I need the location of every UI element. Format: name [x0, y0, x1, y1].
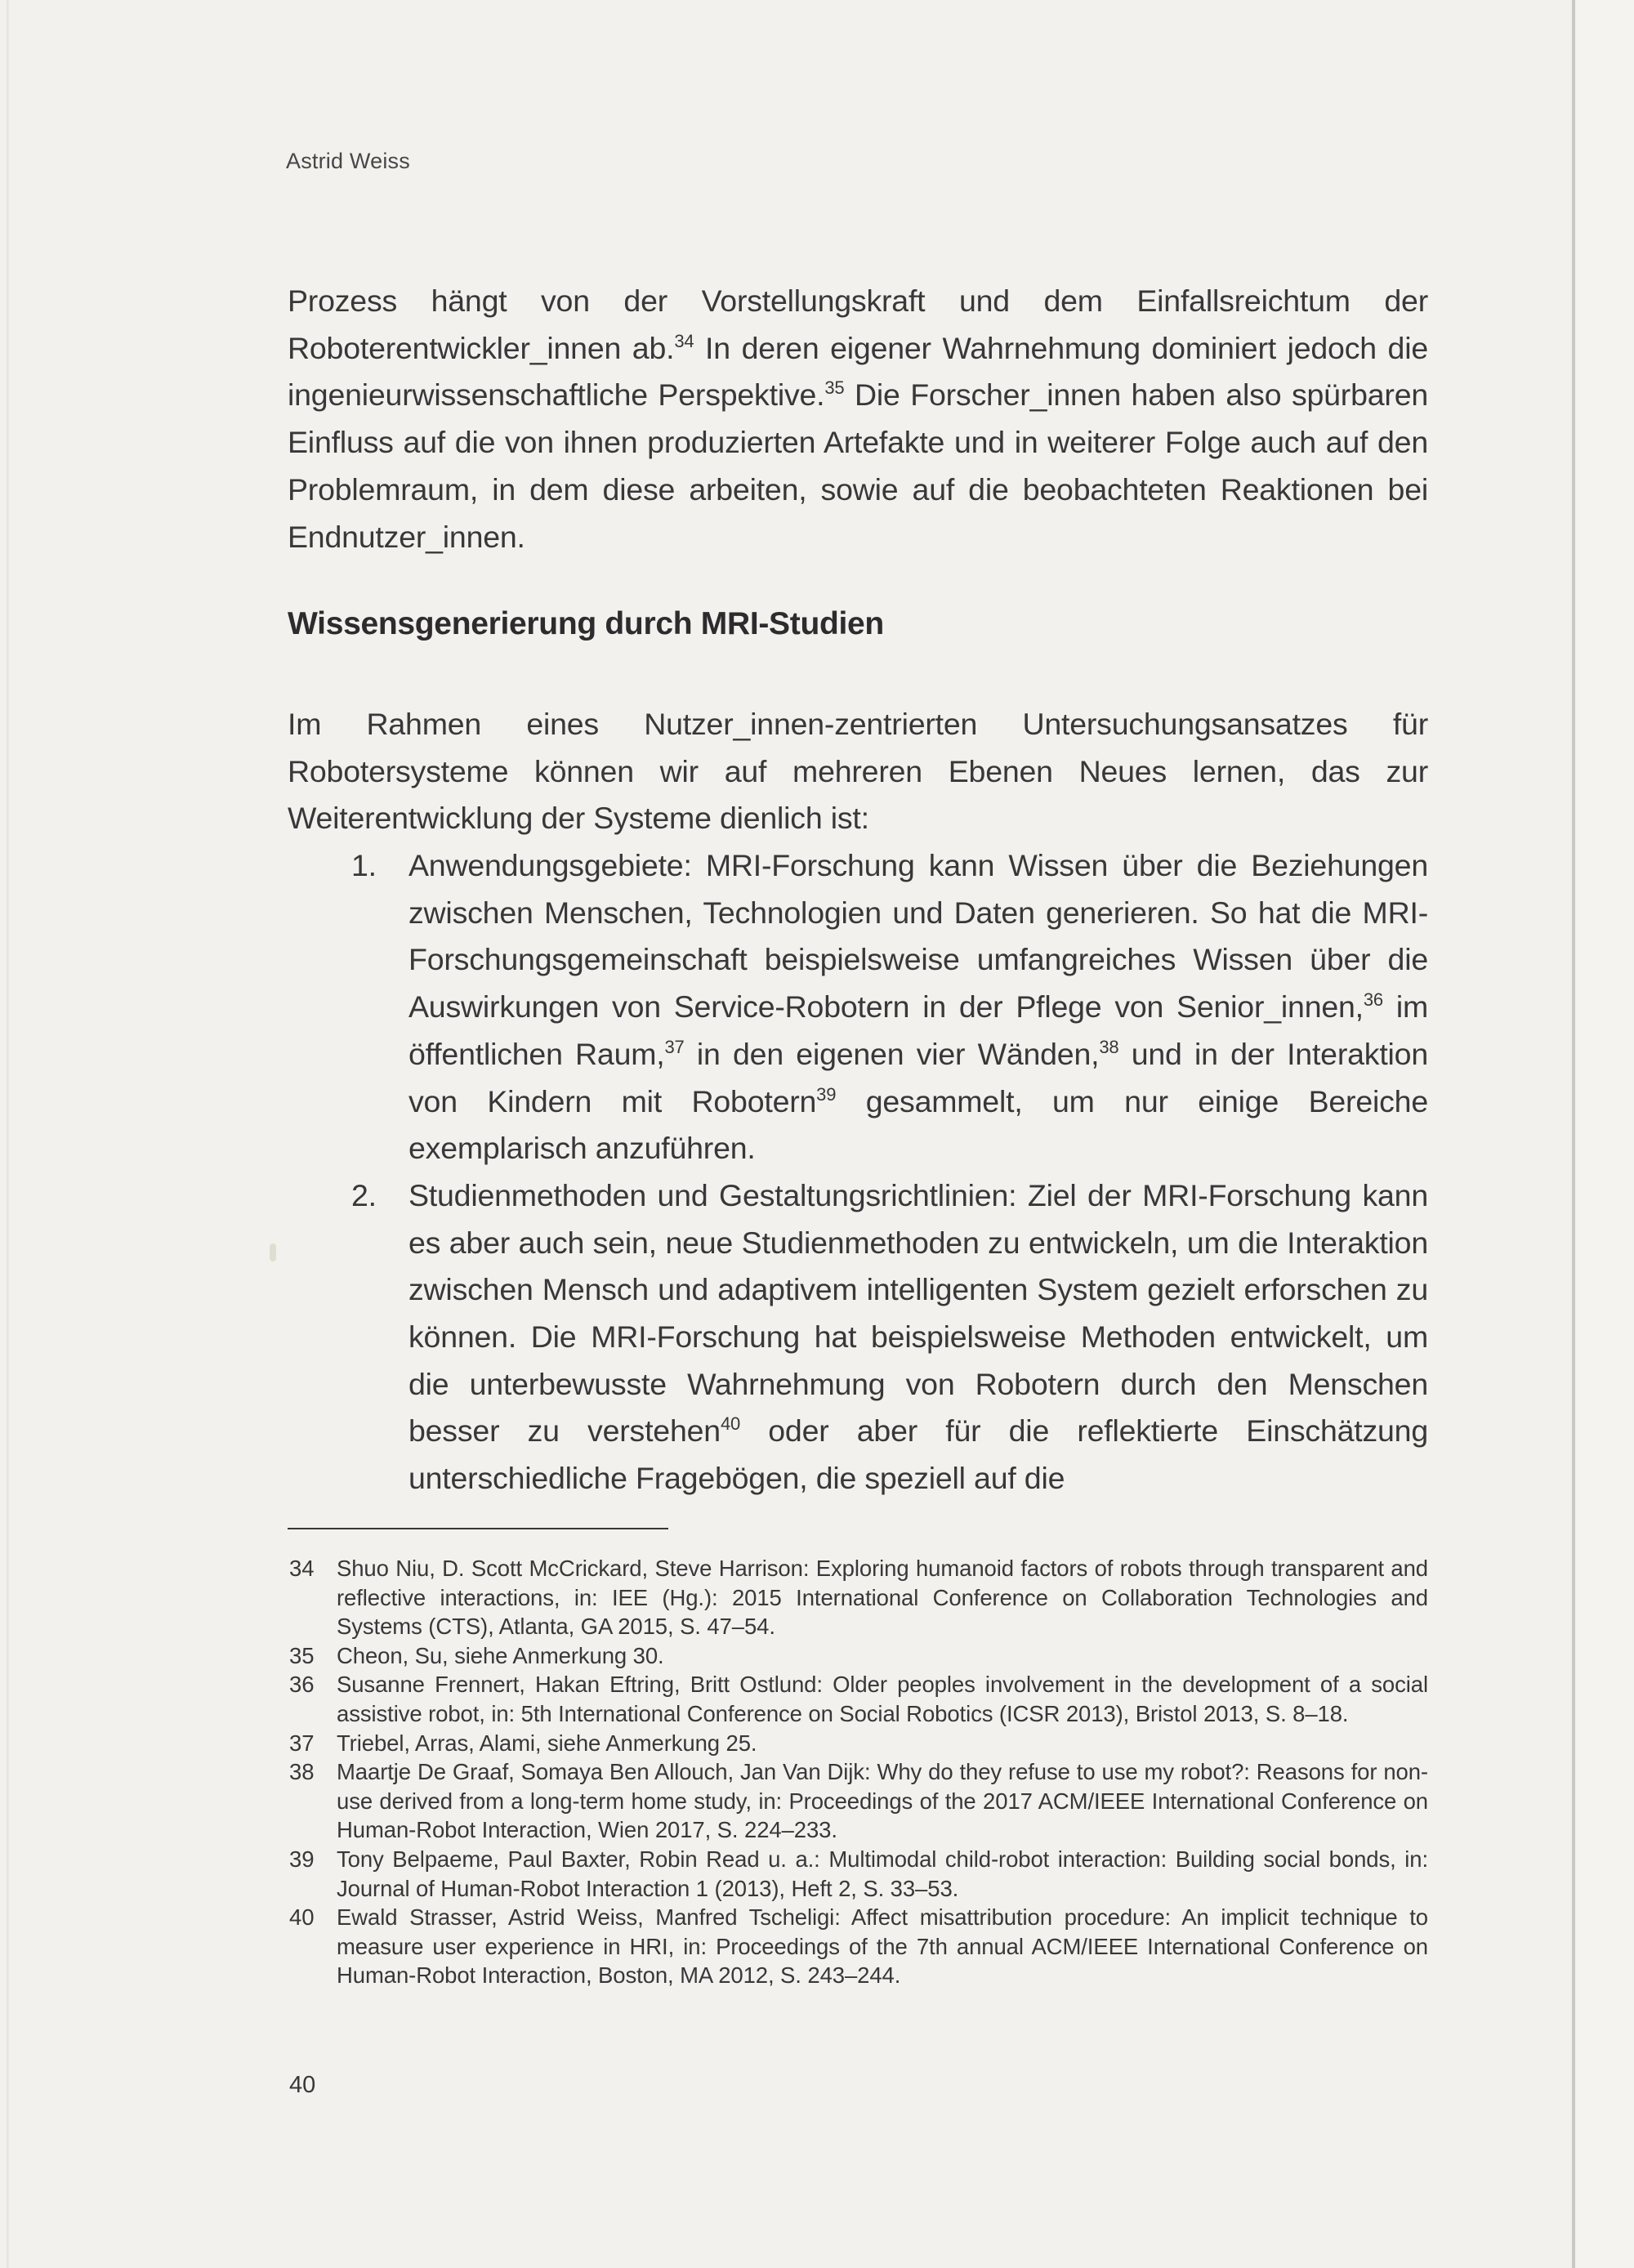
- footnote-reference[interactable]: 35: [824, 377, 845, 399]
- footnote-text: Shuo Niu, D. Scott McCrickard, Steve Harrison: Exploring humanoid factors of robots through transparent and reflective interactions, in: IEE (Hg.): 2015 International Conference on Collaboration Technologies and Systems (CTS), Atlanta, GA 2015, S. 47–54.: [337, 1556, 1428, 1640]
- footnotes: [288, 1554, 1428, 1990]
- list-item-number: 2.: [351, 1177, 377, 1212]
- footnote-reference[interactable]: 36: [1363, 989, 1383, 1011]
- page-gutter-shade: [1575, 0, 1634, 2268]
- running-head: Astrid Weiss: [286, 149, 410, 173]
- footnote-reference[interactable]: 38: [1099, 1036, 1119, 1057]
- footnote-number: 34: [289, 1556, 315, 1581]
- footnote-text: Maartje De Graaf, Somaya Ben Allouch, Jan Van Dijk: Why do they refuse to use my robot?: Reasons for non-use derived from a long-term home study, in: Proceedings of the 2017 ACM/IEEE International Conference on Human-Robot Interaction, Wien 2017, S. 224–233.: [337, 1759, 1428, 1843]
- section-heading: Wissensgenerierung durch MRI-Studien: [288, 606, 884, 641]
- footnote-number: 40: [289, 1904, 315, 1931]
- footnote-reference[interactable]: 39: [816, 1083, 837, 1105]
- footnote-number: 36: [289, 1672, 315, 1698]
- footnote-36: [288, 1670, 1428, 1728]
- footnote-39: [288, 1845, 1428, 1903]
- numbered-list: [288, 842, 1428, 1502]
- footnote-34: [288, 1554, 1428, 1641]
- footnote-text: Cheon, Su, siehe Anmerkung 30.: [337, 1642, 664, 1668]
- scan-edge: [7, 0, 10, 2268]
- footnote-38: [288, 1757, 1428, 1845]
- list-item-number: 1.: [351, 848, 377, 882]
- list-item: [288, 842, 1428, 1172]
- footnote-number: 39: [289, 1846, 315, 1872]
- page-number: 40: [289, 2072, 316, 2098]
- footnote-text: Triebel, Arras, Alami, siehe Anmerkung 25.: [337, 1730, 757, 1756]
- footnote-35: [288, 1641, 1428, 1671]
- list-item-text: Anwendungsgebiete: MRI-Forschung kann Wissen über die Beziehungen zwischen Menschen, Technologien und Daten generieren. So hat die MRI-Forschungsgemeinschaft beispielsweise umfangreiches Wissen über die Auswirkungen von Service-Robotern in der Pflege von Senior_innen,$^{36}$ im öffentlichen Raum,$^{37}$ in den eigenen vier Wänden,$^{38}$ und in der Interaktion von Kindern mit Robotern$^{39}$ gesammelt, um nur einige Bereiche exemplarisch anzuführen.: [408, 848, 1429, 1166]
- footnote-reference[interactable]: 37: [664, 1036, 685, 1057]
- footnote-text: Tony Belpaeme, Paul Baxter, Robin Read u. a.: Multimodal child-robot interaction: Building social bonds, in: Journal of Human-Robot Interaction 1 (2013), Heft 2, S. 33–53.: [337, 1846, 1428, 1901]
- list-item-text: Studienmethoden und Gestaltungsrichtlinien: Ziel der MRI-Forschung kann es aber auch sein, neue Studienmethoden zu entwickeln, um die Interaktion zwischen Mensch und adaptivem intelligenten System gezielt erforschen zu können. Die MRI-Forschung hat beispielsweise Methoden entwickelt, um die unterbewusste Wahrnehmung von Robotern durch den Menschen besser zu verstehen$^{40}$ oder aber für die reflektierte Einschätzung unterschiedliche Fragebögen, die speziell auf die: [408, 1177, 1428, 1496]
- footnote-separator: [288, 1528, 668, 1529]
- footnote-40: [288, 1903, 1428, 1990]
- footnote-reference[interactable]: 34: [674, 330, 694, 351]
- scan-smudge: [270, 1243, 276, 1261]
- list-item: [288, 1172, 1428, 1502]
- footnote-number: 35: [289, 1642, 315, 1668]
- footnote-text: Ewald Strasser, Astrid Weiss, Manfred Tscheligi: Affect misattribution procedure: An implicit technique to measure user experience in HRI, in: Proceedings of the 7th annual ACM/IEEE International Conference on Human-Robot Interaction, Boston, MA 2012, S. 243–244.: [337, 1904, 1428, 1989]
- body-paragraph-1: Prozess hängt von der Vorstellungskraft und dem Einfallsreichtum der Roboterentwickler_innen ab.$^{34}$ In deren eigener Wahrnehmung dominiert jedoch die ingenieurwissenschaftliche Perspektive.$^{35}$ Die Forscher_innen haben also spürbaren Einfluss auf die von ihnen produzierten Artefakte und in weiterer Folge auch auf den Problemraum, in dem diese arbeiten, sowie auf die beobachteten Reaktionen bei Endnutzer_innen.: [288, 284, 1429, 554]
- footnote-reference[interactable]: 40: [720, 1413, 741, 1435]
- body-paragraph-2: Im Rahmen eines Nutzer_innen-zentrierten Untersuchungsansatzes für Robotersysteme können wir auf mehreren Ebenen Neues lernen, das zur Weiterentwicklung der Systeme dienlich ist:: [288, 707, 1428, 836]
- footnote-37: [288, 1729, 1428, 1758]
- footnote-text: Susanne Frennert, Hakan Eftring, Britt Ostlund: Older peoples involvement in the development of a social assistive robot, in: 5th International Conference on Social Robotics (ICSR 2013), Bristol 2013, S. 8–18.: [337, 1672, 1428, 1726]
- footnote-number: 38: [289, 1759, 315, 1785]
- footnote-number: 37: [289, 1730, 315, 1756]
